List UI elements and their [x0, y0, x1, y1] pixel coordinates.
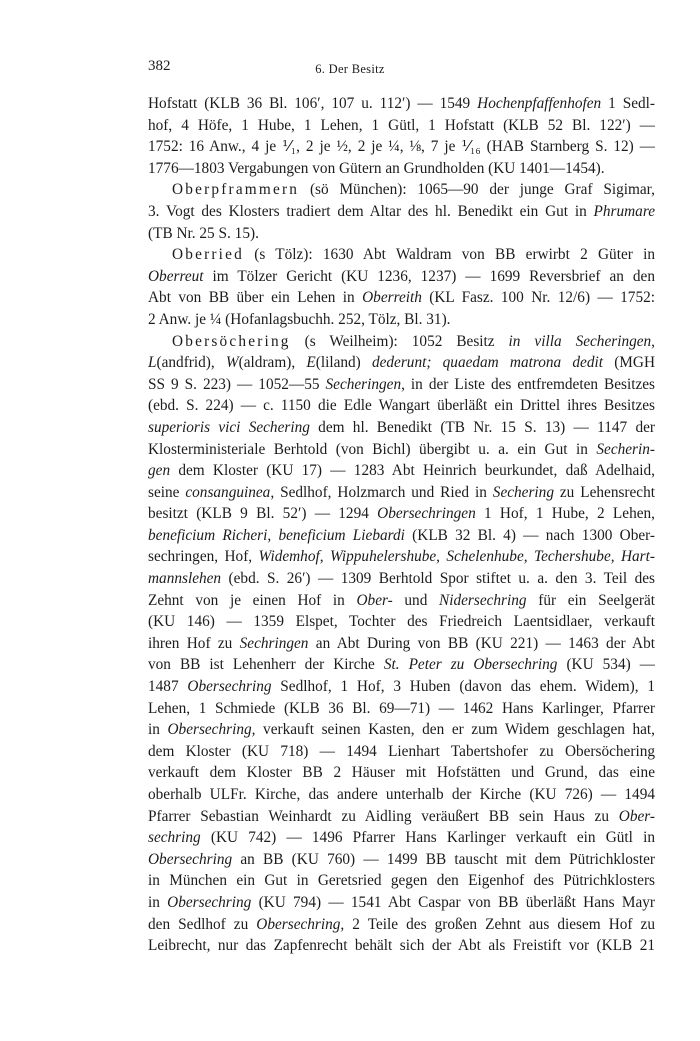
text-span: an BB (KU 760) — 1499 BB tauscht mit dem Pütrichkloster: [232, 850, 655, 868]
italic-text: Ober-: [356, 591, 393, 609]
text-span: dem hl. Benedikt (TB Nr. 15 S. 13) — 1147 der: [309, 418, 655, 436]
italic-text: Sechringen: [239, 634, 309, 652]
text-line: [148, 935, 655, 957]
text-span: Zehnt von je einen Hof in: [148, 591, 357, 609]
text-span: hof, 4 Höfe, 1 Hube, 1 Lehen, 1 Gütl, 1 Hofstatt (KLB 52 Bl. 122′) —: [148, 116, 655, 134]
text-span: in: [148, 893, 168, 911]
text-line: [148, 93, 655, 115]
italic-text: Oberreith: [362, 289, 422, 307]
text-span: (liland): [315, 354, 372, 372]
italic-text: Ober-: [618, 807, 655, 825]
text-span: (KU 742) — 1496 Pfarrer Hans Karlinger verkauft ein Gütl in: [200, 829, 655, 847]
text-line: [148, 201, 655, 223]
text-span: Hofstatt (KLB 36 Bl. 106′, 107 u. 112′) — 1549: [148, 95, 478, 112]
italic-text: mannslehen: [148, 570, 222, 588]
italic-text: superioris vici Sechering: [148, 418, 310, 436]
text-span: (MGH: [603, 354, 655, 372]
text-span: und: [392, 591, 440, 609]
text-span: in: [148, 721, 168, 739]
italic-text: St. Peter zu Obersechring: [383, 656, 558, 674]
italic-text: E: [306, 354, 316, 372]
italic-text: Widemhof, Wippuhelershube, Schelenhube, Techershube, Hart-: [258, 548, 655, 566]
italic-text: Phrumare: [593, 202, 655, 220]
text-span: (KU 146) — 1359 Elspet, Tochter des Friedreich Laentsidlaer, verkauft: [148, 613, 655, 631]
italic-text: Obersechring,: [167, 721, 256, 739]
entry-heading: Oberpframmern: [172, 181, 300, 199]
text-line: [148, 503, 655, 525]
text-span: verkauft dem Kloster BB 2 Häuser mit Hofstätten und Grund, das eine: [148, 764, 655, 782]
italic-text: gen: [148, 462, 171, 480]
text-line: [148, 439, 655, 461]
text-span: (ebd. S. 26′) — 1309 Berhtold Spor stiftet u. a. den 3. Teil des: [221, 570, 655, 588]
text-span: (KLB 32 Bl. 4) — nach 1300 Ober-: [404, 526, 655, 544]
text-line: [148, 914, 655, 936]
text-line: [148, 331, 655, 353]
text-line: [148, 806, 655, 828]
text-line: [148, 460, 655, 482]
text-span: im Tölzer Gericht (KU 1236, 1237) — 1699 Reversbrief an den: [203, 267, 655, 285]
text-span: Klosterministeriale Berhtold (von Bichl) übergibt u. a. ein Gut in: [148, 440, 597, 458]
text-span: ihren Hof zu: [148, 634, 240, 652]
text-span: (sö München): 1065—90 der junge Graf Sigimar,: [299, 181, 655, 199]
text-line: [148, 741, 655, 763]
text-line: [148, 849, 655, 871]
text-span: Sedlhof, Holzmarch und Ried in: [274, 483, 493, 501]
text-span: 3. Vogt des Klosters tradiert dem Altar des hl. Benedikt ein Gut in: [148, 202, 594, 220]
text-line: [148, 136, 655, 158]
text-span: Pfarrer Sebastian Weinhardt zu Aidling veräußert BB sein Haus zu: [148, 807, 619, 825]
text-line: [148, 352, 655, 374]
italic-text: Nidersechring: [439, 591, 527, 609]
text-line: [148, 654, 655, 676]
text-span: verkauft seinen Kasten, den er zum Widem geschlagen hat,: [255, 721, 655, 739]
text-span: (s Tölz): 1630 Abt Waldram von BB erwirbt 2 Güter in: [243, 246, 655, 264]
text-span: 2 Anw. je ¼ (Hofanlagsbuchh. 252, Tölz, Bl. 31).: [148, 310, 451, 328]
text-span: den Sedlhof zu: [148, 915, 257, 933]
text-line: [148, 482, 655, 504]
italic-text: L: [148, 354, 157, 372]
italic-text: Obersechring: [148, 850, 233, 868]
text-span: (KU 534) —: [557, 656, 655, 674]
text-span: (TB Nr. 25 S. 15).: [148, 224, 259, 242]
text-line: [148, 676, 655, 698]
text-span: oberhalb ULFr. Kirche, das andere unterhalb der Kirche (KU 726) — 1494: [148, 786, 655, 803]
text-line: [148, 892, 655, 914]
text-span: 1776—1803 Vergabungen von Gütern an Grundholden (KU 1401—1454).: [148, 159, 605, 177]
text-span: Lehen, 1 Schmiede (KLB 36 Bl. 69—71) — 1462 Hans Karlinger, Pfarrer: [148, 699, 655, 717]
text-line: [148, 611, 655, 633]
text-line: [148, 525, 655, 547]
italic-text: Obersechring: [187, 678, 272, 696]
text-span: 1487: [148, 678, 188, 696]
text-span: in München ein Gut in Geretsried gegen den Eigenhof des Pütrichklosters: [148, 872, 655, 890]
italic-text: Obersechring: [167, 893, 252, 911]
italic-text: consanguinea,: [185, 483, 275, 501]
running-head: 6. Der Besitz: [315, 62, 385, 76]
entry-heading: Obersöchering: [172, 332, 291, 350]
text-span: besitzt (KLB 9 Bl. 52′) — 1294: [148, 505, 378, 523]
text-line: [148, 870, 655, 892]
text-span: 1 Sedl-: [601, 95, 655, 112]
text-line: [148, 158, 655, 180]
text-span: Sedlhof, 1 Hof, 3 Huben (davon das ehem. Widem), 1: [271, 678, 655, 696]
italic-text: sechring: [148, 829, 201, 847]
text-span: (ebd. S. 224) — c. 1150 die Edle Wangart überläßt ein Drittel ihres Besitzes: [148, 397, 655, 415]
text-span: dem Kloster (KU 718) — 1494 Lienhart Tabertshofer zu Obersöchering: [148, 742, 655, 760]
text-span: zu Lehensrecht: [553, 483, 655, 501]
italic-text: in villa Secheringen,: [508, 332, 655, 350]
text-span: sechringen, Hof,: [148, 548, 259, 566]
page-number: 382: [148, 58, 171, 74]
text-span: (s Weilheim): 1052 Besitz: [290, 332, 509, 350]
text-line: [148, 115, 655, 137]
text-line: [148, 395, 655, 417]
text-span: Leibrecht, nur das Zapfenrecht behält sich der Abt als Freistift vor (KLB 21: [148, 937, 655, 955]
text-line: [148, 827, 655, 849]
text-span: (andfrid),: [156, 354, 226, 372]
text-span: (KU 794) — 1541 Abt Caspar von BB überläßt Hans Mayr: [251, 893, 655, 911]
text-span: (aldram),: [238, 354, 307, 372]
text-span: 1 Hof, 1 Hube, 2 Lehen,: [475, 505, 655, 523]
entry-heading: Oberried: [172, 246, 244, 264]
text-span: SS 9 S. 223) — 1052—55: [148, 375, 326, 393]
text-line: [148, 309, 655, 331]
text-line: [148, 546, 655, 568]
text-line: [148, 374, 655, 396]
text-line: [148, 633, 655, 655]
italic-text: dederunt; quaedam matrona dedit: [371, 354, 603, 372]
text-block: [148, 93, 655, 957]
text-line: [148, 266, 655, 288]
text-span: dem Kloster (KU 17) — 1283 Abt Heinrich beurkundet, daß Adelhaid,: [170, 462, 655, 480]
text-line: [148, 590, 655, 612]
text-line: [148, 719, 655, 741]
italic-text: Obersechring,: [256, 915, 345, 933]
text-span: (KL Fasz. 100 Nr. 12/6) — 1752:: [421, 289, 655, 307]
text-span: von BB ist Lehenherr der Kirche: [148, 656, 384, 674]
italic-text: Oberreut: [148, 267, 204, 285]
italic-text: Sechering: [492, 483, 554, 501]
text-span: Abt von BB über ein Lehen in: [148, 289, 363, 307]
text-span: seine: [148, 483, 186, 501]
italic-text: Hochenpfaffenhofen: [477, 95, 602, 112]
text-span: 1752: 16 Anw., 4 je ⅟₁, 2 je ½, 2 je ¼, ⅛, 7 je ⅟₁₆ (HAB Starnberg S. 12) —: [148, 138, 655, 156]
text-line: [148, 244, 655, 266]
text-span: an Abt During von BB (KU 221) — 1463 der Abt: [308, 634, 655, 652]
text-line: [148, 568, 655, 590]
text-line: [148, 223, 655, 245]
italic-text: Secheringen,: [325, 375, 405, 393]
text-span: 2 Teile des großen Zehnt aus diesem Hof zu: [344, 915, 655, 933]
text-line: [148, 784, 655, 806]
text-line: [148, 287, 655, 309]
italic-text: W: [225, 354, 239, 372]
italic-text: Obersechringen: [377, 505, 476, 523]
text-line: [148, 762, 655, 784]
text-line: [148, 698, 655, 720]
text-span: für ein Seelgerät: [526, 591, 655, 609]
text-line: [148, 417, 655, 439]
text-line: [148, 179, 655, 201]
text-span: in der Liste des entfremdeten Besitzes: [404, 375, 655, 393]
italic-text: beneficium Richeri, beneficium Liebardi: [148, 526, 405, 544]
italic-text: Secherin-: [596, 440, 655, 458]
